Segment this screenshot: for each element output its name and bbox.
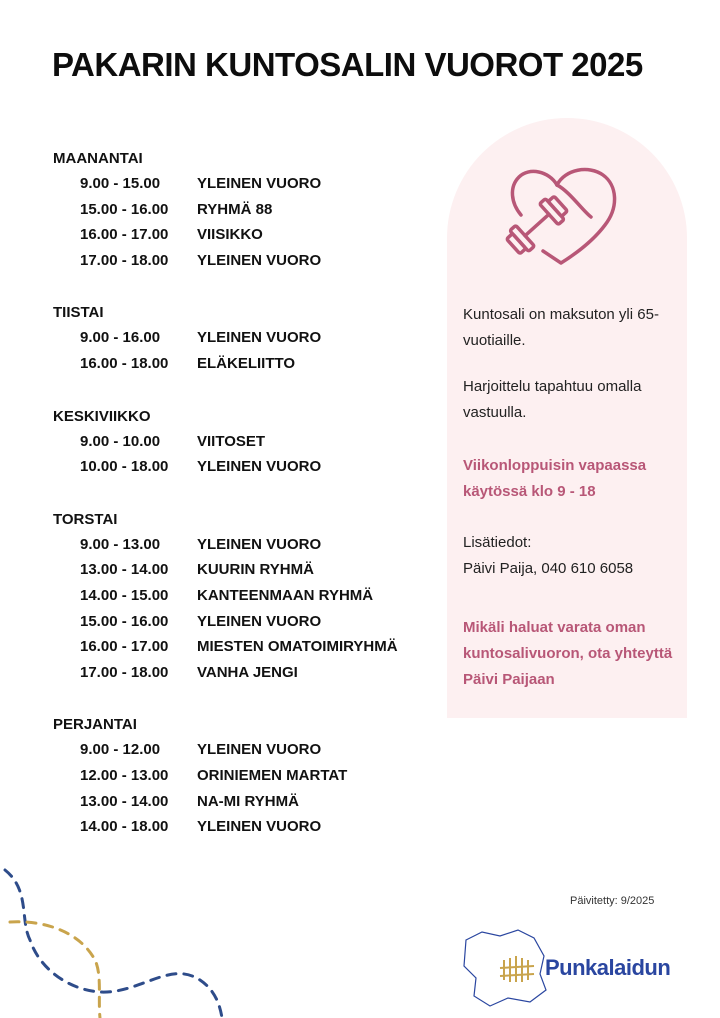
- slot-activity: YLEINEN VUORO: [197, 741, 322, 759]
- contact-label: Lisätiedot:: [463, 534, 532, 551]
- day-name: KESKIVIIKKO: [53, 407, 151, 425]
- updated-date: Päivitetty: 9/2025: [570, 895, 655, 907]
- slot-time: 17.00 - 18.00: [80, 251, 169, 269]
- slot-time: 9.00 - 15.00: [80, 175, 161, 192]
- slot-activity: MIESTEN OMATOIMIRYHMÄ: [197, 638, 398, 656]
- logo-text: Punkalaidun: [545, 955, 671, 980]
- decorative-dashed-lines: [0, 860, 240, 1018]
- slot-time: 9.00 - 12.00: [80, 741, 161, 759]
- info-booking: Mikäli haluat varata oman kuntosalivuoron, ota yhteyttä Päivi Paijaan: [463, 619, 673, 688]
- schedule-row: [53, 199, 443, 225]
- schedule-row: [53, 327, 443, 353]
- day-name: TORSTAI: [53, 510, 118, 528]
- slot-time: 16.00 - 17.00: [80, 226, 169, 244]
- schedule-row: [53, 765, 443, 791]
- page-title: PAKARIN KUNTOSALIN VUOROT 2025: [52, 46, 643, 83]
- slot-activity: YLEINEN VUORO: [197, 458, 322, 476]
- slot-activity: VANHA JENGI: [197, 663, 298, 681]
- slot-activity: YLEINEN VUORO: [197, 329, 322, 347]
- slot-activity: ELÄKELIITTO: [197, 354, 296, 372]
- schedule-row: [53, 431, 443, 457]
- slot-activity: NA-MI RYHMÄ: [197, 792, 299, 810]
- slot-activity: VIITOSET: [197, 432, 266, 450]
- heart-dumbbell-icon: [497, 163, 625, 265]
- slot-time: 14.00 - 15.00: [80, 586, 169, 604]
- contact-person: Päivi Paija, 040 610 6058: [463, 560, 634, 577]
- slot-activity: RYHMÄ 88: [197, 200, 273, 218]
- day-name: PERJANTAI: [53, 716, 137, 734]
- slot-activity: KANTEENMAAN RYHMÄ: [197, 586, 374, 604]
- day-wednesday: [53, 406, 443, 482]
- schedule-row: [53, 559, 443, 585]
- info-weekends: Viikonloppuisin vapaassa käytössä klo 9 - 18: [463, 457, 647, 500]
- info-own-risk: Harjoittelu tapahtuu omalla vastuulla.: [463, 378, 642, 421]
- slot-time: 9.00 - 10.00: [80, 432, 161, 450]
- slot-activity: ORINIEMEN MARTAT: [197, 766, 348, 784]
- slot-activity: VIISIKKO: [197, 226, 263, 244]
- schedule-row: [53, 534, 443, 560]
- day-thursday: [53, 509, 443, 688]
- slot-time: 17.00 - 18.00: [80, 663, 169, 681]
- slot-time: 10.00 - 18.00: [80, 458, 169, 476]
- slot-activity: YLEINEN VUORO: [197, 612, 322, 630]
- info-contact: [463, 530, 688, 582]
- schedule-row: [53, 585, 443, 611]
- slot-time: 15.00 - 16.00: [80, 200, 169, 218]
- slot-time: 16.00 - 18.00: [80, 354, 169, 372]
- schedule-row: [53, 636, 443, 662]
- schedule-row: [53, 224, 443, 250]
- slot-time: 12.00 - 13.00: [80, 766, 169, 784]
- schedule-row: [53, 611, 443, 637]
- info-free-note: Kuntosali on maksuton yli 65-vuotiaille.: [463, 306, 659, 349]
- schedule-row: [53, 816, 443, 842]
- slot-time: 9.00 - 16.00: [80, 329, 161, 347]
- slot-time: 15.00 - 16.00: [80, 612, 169, 630]
- slot-time: 13.00 - 14.00: [80, 792, 169, 810]
- schedule-row: [53, 662, 443, 688]
- slot-time: 16.00 - 17.00: [80, 638, 169, 656]
- slot-activity: YLEINEN VUORO: [197, 535, 322, 553]
- schedule-row: [53, 173, 443, 199]
- slot-activity: KUURIN RYHMÄ: [197, 561, 314, 579]
- schedule-row: [53, 250, 443, 276]
- schedule-row: [53, 353, 443, 379]
- schedule: [53, 148, 443, 869]
- slot-activity: YLEINEN VUORO: [197, 175, 322, 192]
- slot-time: 14.00 - 18.00: [80, 818, 169, 836]
- day-name: TIISTAI: [53, 304, 104, 322]
- schedule-row: [53, 791, 443, 817]
- slot-activity: YLEINEN VUORO: [197, 818, 322, 836]
- day-friday: [53, 714, 443, 841]
- slot-time: 9.00 - 13.00: [80, 535, 161, 553]
- schedule-row: [53, 739, 443, 765]
- day-name: MAANANTAI: [53, 150, 143, 167]
- schedule-row: [53, 456, 443, 482]
- day-monday: [53, 148, 443, 275]
- day-tuesday: [53, 302, 443, 378]
- slot-activity: YLEINEN VUORO: [197, 251, 322, 269]
- slot-time: 13.00 - 14.00: [80, 561, 169, 579]
